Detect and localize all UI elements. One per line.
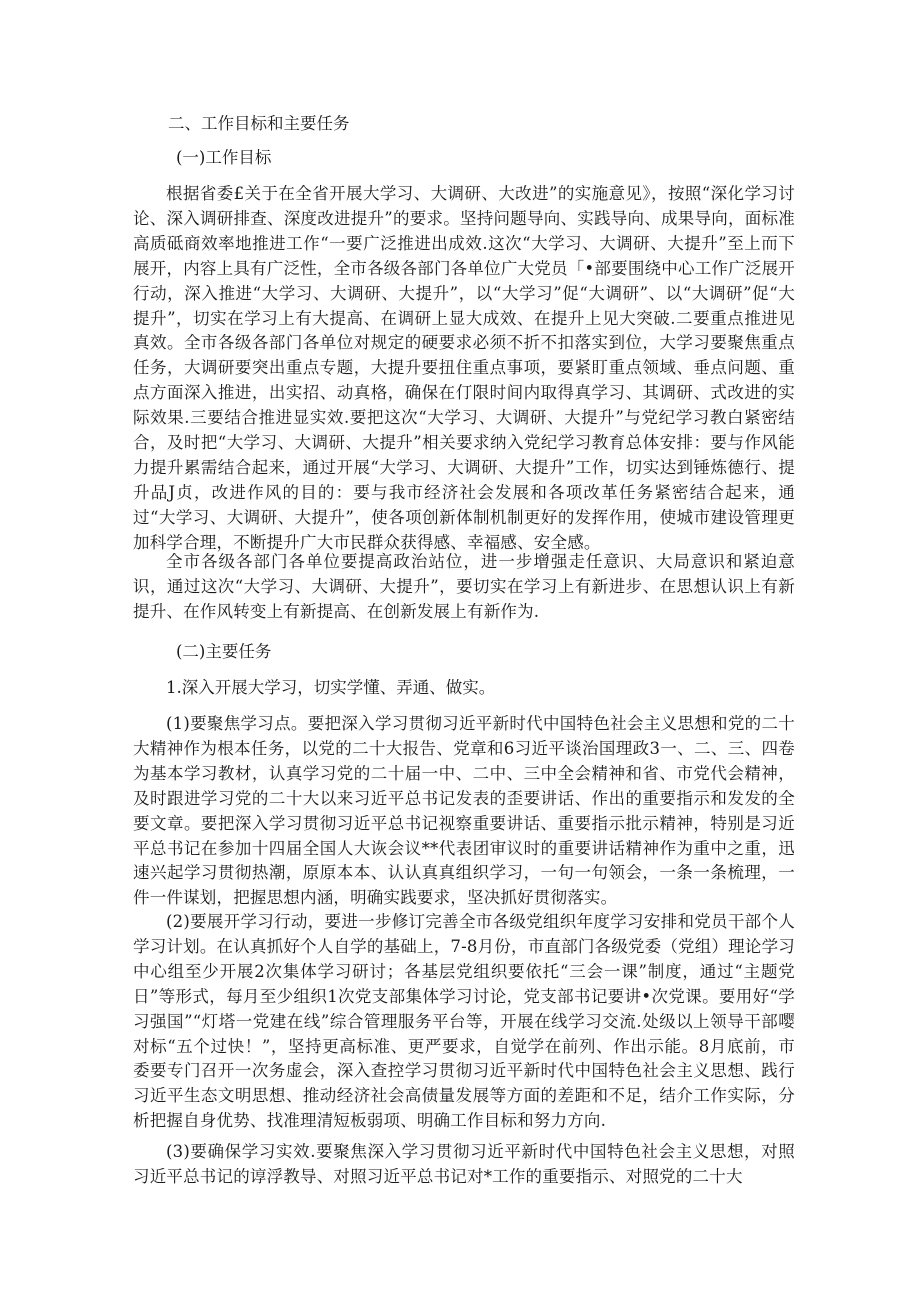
paragraph-learning-effect: (3)要确保学习实效.要聚焦深入学习贯彻习近平新时代中国特色社会主义思想，对照习近平总书记的谆浮教导、对照习近平总书记对*工作的重要指示、对照党的二十大	[133, 1142, 795, 1186]
sub-heading-main-tasks: (二)主要任务	[176, 642, 272, 661]
paragraph-learning-focus: (1)要聚焦学习点。要把深入学习贯彻习近平新时代中国特色社会主义思想和党的二十大精神作为根本任务，以党的二十大报告、党章和6习近平谈治国理政3一、二、三、四卷为基本学习教材，认真学习党的二十届一中、二中、三中全会精神和省、市党代会精神，及时跟进学习党的二十大以来习近平总书记发表的歪要讲话、作出的重要指示和发发的全要文章。要把深入学习贯彻习近平总书记视察重要讲话、重要指示批示精神，特别是习近平总书记在参加十四届全国人大诙会议**代表团审议时的重要讲话精神作为重中之重，迅速兴起学习贯彻热潮，原原本本、认认真真组织学习，一句一句领会，一条一条梳理，一件一件谋划，把握思想内涵，明确实践要求，坚决抓好贯彻落实。	[133, 714, 795, 908]
paragraph-political-stance: 全市各级各部门各单位要提高政治站位，进一步增强走任意识、大局意识和紧迫意识，通过这次“大学习、大调研、大提升”，要切实在学习上有新进步、在思想认识上有新提升、在作风转变上有新提高、在创新发展上有新作为.	[133, 552, 795, 621]
section-heading: 二、工作目标和主要任务	[168, 114, 350, 133]
item-1-title: 1.深入开展大学习，切实学懂、弄通、做实。	[166, 678, 496, 697]
sub-heading-work-goals: (一)工作目标	[176, 148, 272, 167]
paragraph-work-goals: 根据省委£关于在全省开展大学习、大调研、大改进”的实施意见》，按照“深化学习讨论、深入调研排查、深度改进提升”的要求。坚持问题导向、实践导向、成果导向，面标准高质砥商效率地推进工作“一要广泛推进出成效.这次“大学习、大调研、大提升”至上而下展开，内容上具有广泛性，全市各级各部门各单位广大党员「•部要围绕中心工作广泛展开行动，深入推进“大学习、大调研、大提升”，以“大学习”促“大调研”、以“大调研”促“大提升”，切实在学习上有大提高、在调研上显大成效、在提升上见大突破.二要重点推进见真效。全市各级各部门各单位对规定的硬要求必须不折不扣落实到位，大学习要聚焦重点任务，大调研要突出重点专题，大提升要扭住重点事项，要紧盯重点领域、垂点问题、重点方面深入推进，出实招、动真格，确保在仃限时间内取得真学习、其调研、式改进的实际效果.三要结合推进显实效.要把这次“大学习、大调研、大提升”与党纪学习教白紧密结合，及时把“大学习、大调研、大提升”相关要求纳入党纪学习教育总体安排：要与作风能力提升累需结合起来，通过开展“大学习、大调研、大提升”工作，切实达到锤炼德行、提升品J贞，改进作风的目的：要与我市经济社会发展和各项改革任务紧密结合起来，通过“大学习、大调研、大提升”，使各项创新体制机制更好的发挥作用，使城市建设管理更加科学合理，不断提升广大市民群众获得感、幸福感、安全感。	[133, 184, 795, 552]
paragraph-learning-actions: (2)要展开学习行动，要进一步修订完善全市各级党组织年度学习安排和党员干部个人学习计划。在认真抓好个人自学的基础上，7-8月份，市直部门各级党委（党组）理论学习中心组至少开展2次集体学习研讨；各基层党组织要依托“三会一课”制度，通过“主题党日”等形式，每月至少组织1次党支部集体学习讨论，党支部书记要讲•次党课。要用好“学习强国”“灯塔一党建在线”综合管理服务平台等，开展在线学习交流.处级以上领导干部嘤对标“五个过快！”，坚持更高标准、更严要求，自觉学在前列、作出示能。8月底前，市委要专门召开一次务虚会，深入查控学习贯彻习近平新时代中国特色社会主义思想、践行习近平生态文明思想、推动经济社会高债量发展等方面的差距和不足，结介工作实际，分析把握自身优势、找准理清短板弱项、明确工作目标和努力方向.	[133, 912, 795, 1131]
